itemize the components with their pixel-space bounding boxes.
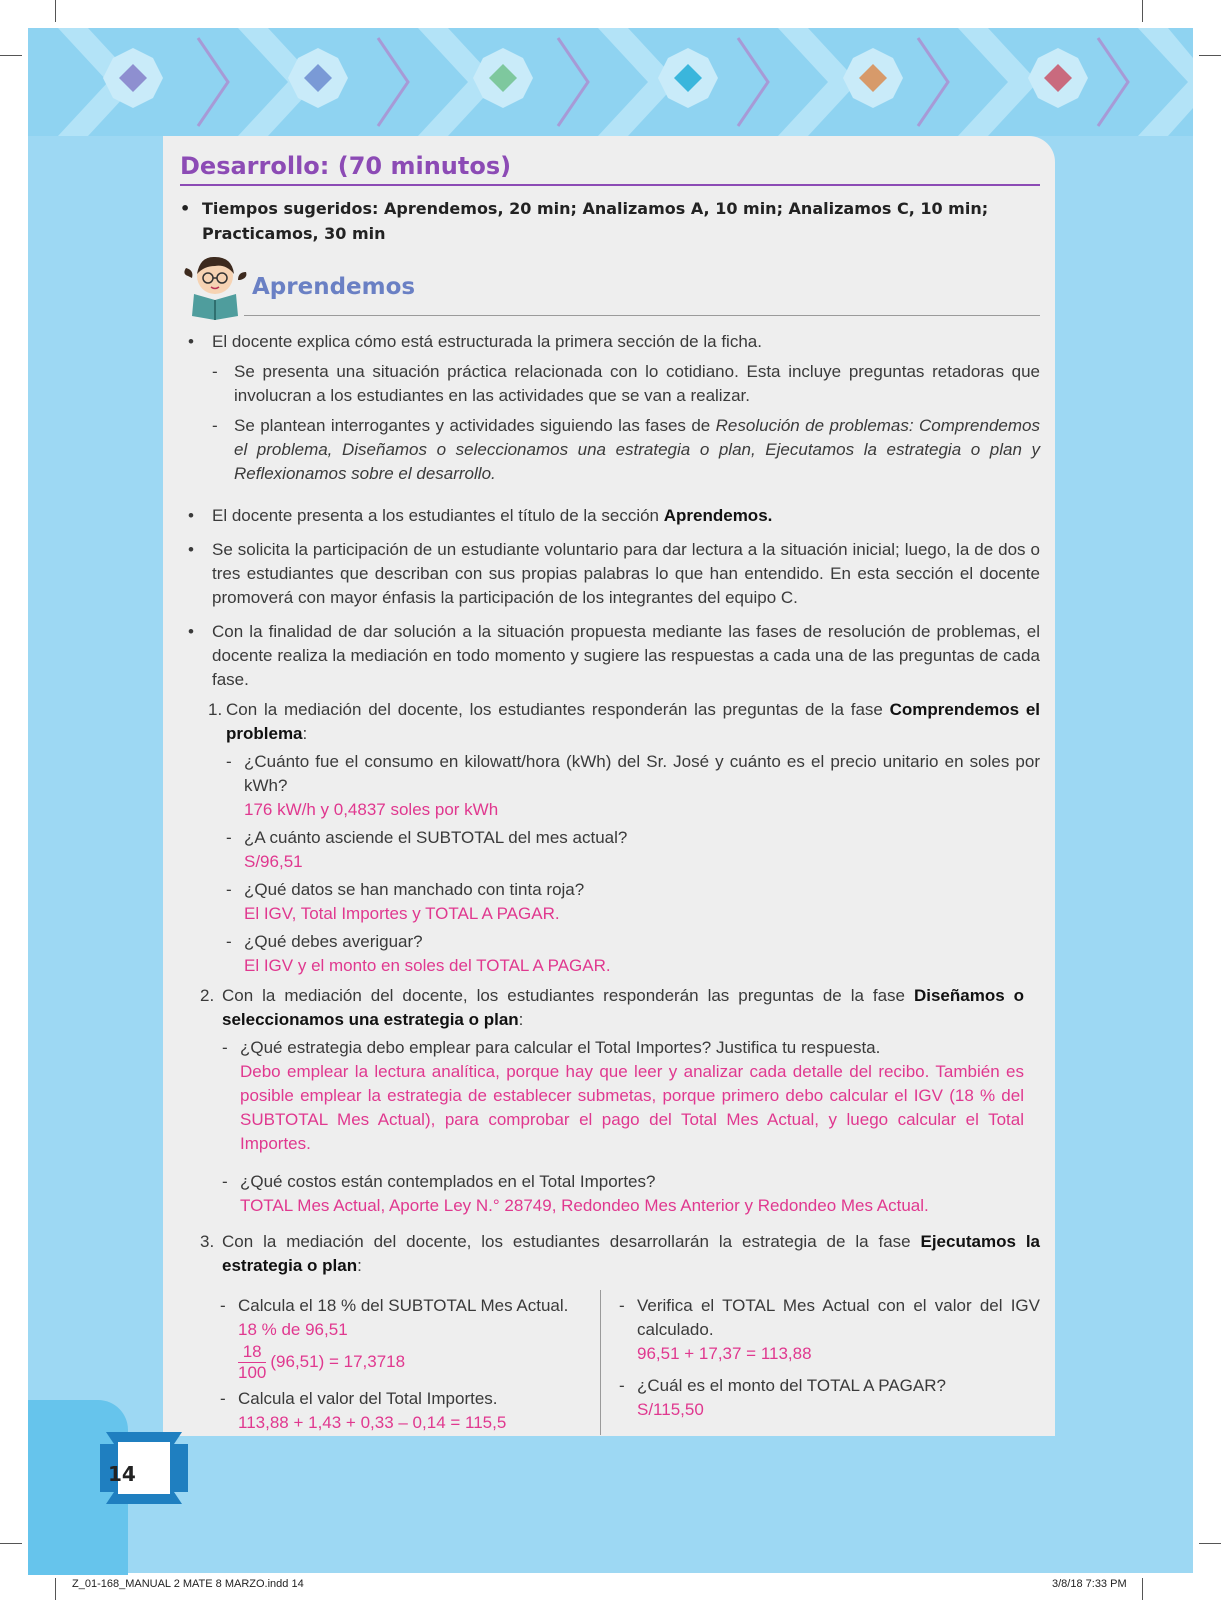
question-text: ¿Cuál es el monto del TOTAL A PAGAR? [637,1376,946,1395]
dash-icon: - [226,828,232,847]
strategy-columns [220,1290,1040,1435]
answer-text: S/96,51 [244,852,303,871]
dash-icon: - [222,1038,228,1057]
bullet-item [180,330,1040,486]
dash-icon: - [226,880,232,899]
dash-item [212,414,1040,486]
bullet-icon: • [188,622,194,641]
question-item [226,878,1040,926]
question-text: Calcula el valor del Total Importes. [238,1389,498,1408]
dash-icon: - [220,1389,226,1408]
item-text: Con la mediación del docente, los estudiantes responderán las preguntas de la fase [226,700,890,719]
divider [244,315,1040,316]
question-item [226,750,1040,822]
footer-file: Z_01-168_MANUAL 2 MATE 8 MARZO.indd 14 [72,1578,304,1590]
question-text: ¿Qué debes averiguar? [244,932,423,951]
suggested-times-text: Tiempos sugeridos: Aprendemos, 20 min; Analizamos A, 10 min; Analizamos C, 10 min; Practicamos, 30 min [202,199,989,243]
phases-italic: Resolución de problemas: Comprendemos el problema, Diseñamos o seleccionamos una estrategia o plan, Ejecutamos la estrategia o plan y Reflexionamos sobre el desarrollo. [234,416,1040,483]
numbered-item [200,984,1040,1218]
question-item [220,1294,590,1383]
question-text: Verifica el TOTAL Mes Actual con el valor del IGV calculado. [637,1296,1040,1339]
crop-mark [0,55,22,56]
bullet-text: El docente explica cómo está estructurada la primera sección de la ficha. [212,332,762,351]
crop-mark [1199,55,1221,56]
page-number: 14 [108,1462,136,1486]
aprendemos-header [180,254,1040,320]
question-item [222,1170,1024,1218]
main-content [180,148,1040,1435]
fraction [238,1342,266,1383]
question-text: ¿Cuánto fue el consumo en kilowatt/hora (kWh) del Sr. José y cuánto es el precio unitario en soles por kWh? [244,752,1040,795]
item-bold: Ejecutamos la estrategia o plan [222,1232,1040,1275]
numbered-item [208,698,1040,978]
answer-text: 176 kW/h y 0,4837 soles por kWh [244,800,499,819]
suggested-times [180,196,1040,246]
answer-text: S/115,50 [637,1400,704,1419]
footer-date: 3/8/18 7:33 PM [1052,1578,1127,1590]
fraction-calculation [238,1342,590,1383]
question-item [222,1036,1024,1156]
answer-text: El IGV, Total Importes y TOTAL A PAGAR. [244,904,560,923]
answer-text: 113,88 + 1,43 + 0,33 – 0,14 = 115,5 [238,1413,507,1432]
question-text: Calcula el 18 % del SUBTOTAL Mes Actual. [238,1296,569,1315]
fraction-result: (96,51) = 17,3718 [270,1351,406,1371]
question-text: ¿Qué datos se han manchado con tinta roja? [244,880,585,899]
answer-text: TOTAL Mes Actual, Aporte Ley N.° 28749, Redondeo Mes Anterior y Redondeo Mes Actual. [240,1196,929,1215]
item-bold: Comprendemos el problema [226,700,1041,743]
item-text: Con la mediación del docente, los estudiantes responderán las preguntas de la fase [222,986,914,1005]
item-number: 1. [208,700,223,719]
girl-reading-icon [180,254,250,320]
question-item [619,1294,1040,1366]
dash-icon: - [619,1376,625,1395]
dash-icon: - [212,362,218,381]
bullet-icon: • [188,540,194,559]
bullet-icon: • [188,332,194,351]
item-punct: : [357,1256,362,1275]
dash-icon: - [222,1172,228,1191]
bullet-item [180,538,1040,610]
aprendemos-title: Aprendemos [252,274,416,300]
crop-mark [0,1543,22,1544]
answer-text: 96,51 + 17,37 = 113,88 [637,1344,812,1363]
question-item [220,1387,590,1435]
dash-icon: - [226,932,232,951]
dash-icon: - [226,752,232,771]
bullet-text: El docente presenta a los estudiantes el título de la sección [212,506,664,525]
question-item [226,826,1040,874]
crop-mark [1142,1578,1143,1600]
item-text: Con la mediación del docente, los estudiantes desarrollarán la estrategia de la fase [222,1232,921,1251]
decorative-pattern-band [28,28,1193,136]
dash-icon: - [619,1296,625,1315]
dash-text: Se plantean interrogantes y actividades siguiendo las fases de [234,416,716,435]
bullet-item [180,620,1040,692]
answer-text: El IGV y el monto en soles del TOTAL A PAGAR. [244,956,611,975]
crop-mark [1142,0,1143,22]
dash-item [212,360,1040,408]
item-number: 2. [200,986,215,1005]
bullet-bold: Aprendemos. [663,506,773,525]
question-text: ¿Qué estrategia debo emplear para calcular el Total Importes? Justifica tu respuesta. [240,1038,881,1057]
question-item [619,1374,1040,1422]
item-number: 3. [200,1232,215,1251]
crop-mark [55,1578,56,1600]
left-column [220,1290,601,1435]
bullet-item [180,504,1040,528]
item-bold: Diseñamos o seleccionamos una estrategia o plan [222,986,1025,1029]
numbered-item [200,1230,1040,1278]
bullet-icon: • [180,199,191,218]
dash-icon: - [220,1296,226,1315]
item-punct: : [302,724,308,743]
question-text: ¿Qué costos están contemplados en el Total Importes? [240,1172,656,1191]
answer-text: 18 % de 96,51 [238,1320,348,1339]
answer-text: Debo emplear la lectura analítica, porque hay que leer y analizar cada detalle del recibo. También es posible emplear la estrategia de establecer submetas, porque primero debo calcular el IGV (18 % del SUBTOTAL Mes Actual), para comprobar el pago del Total Mes Actual, y luego calcular el Total Importes. [240,1062,1024,1153]
dash-icon: - [212,416,218,435]
question-text: ¿A cuánto asciende el SUBTOTAL del mes actual? [244,828,628,847]
bullet-icon: • [188,506,194,525]
item-punct: : [518,1010,524,1029]
section-heading: Desarrollo: (70 minutos) [180,148,1040,186]
bullet-text: Con la finalidad de dar solución a la situación propuesta mediante las fases de resolución de problemas, el docente realiza la mediación en todo momento y sugiere las respuestas a cada una de las preguntas de cada fase. [212,622,1040,689]
right-column [601,1290,1040,1435]
dash-text: Se presenta una situación práctica relacionada con lo cotidiano. Esta incluye preguntas retadoras que involucran a los estudiantes en las actividades que se van a realizar. [234,362,1040,405]
crop-mark [1199,1543,1221,1544]
crop-mark [55,0,56,22]
fraction-numerator: 18 [238,1342,266,1363]
fraction-denominator: 100 [238,1363,267,1382]
bullet-text: Se solicita la participación de un estudiante voluntario para dar lectura a la situación inicial; luego, la de dos o tres estudiantes que describan con sus propias palabras lo que han entendido. En esta sección el docente promoverá con mayor énfasis la participación de los integrantes del equipo C. [212,540,1040,607]
question-item [226,930,1040,978]
